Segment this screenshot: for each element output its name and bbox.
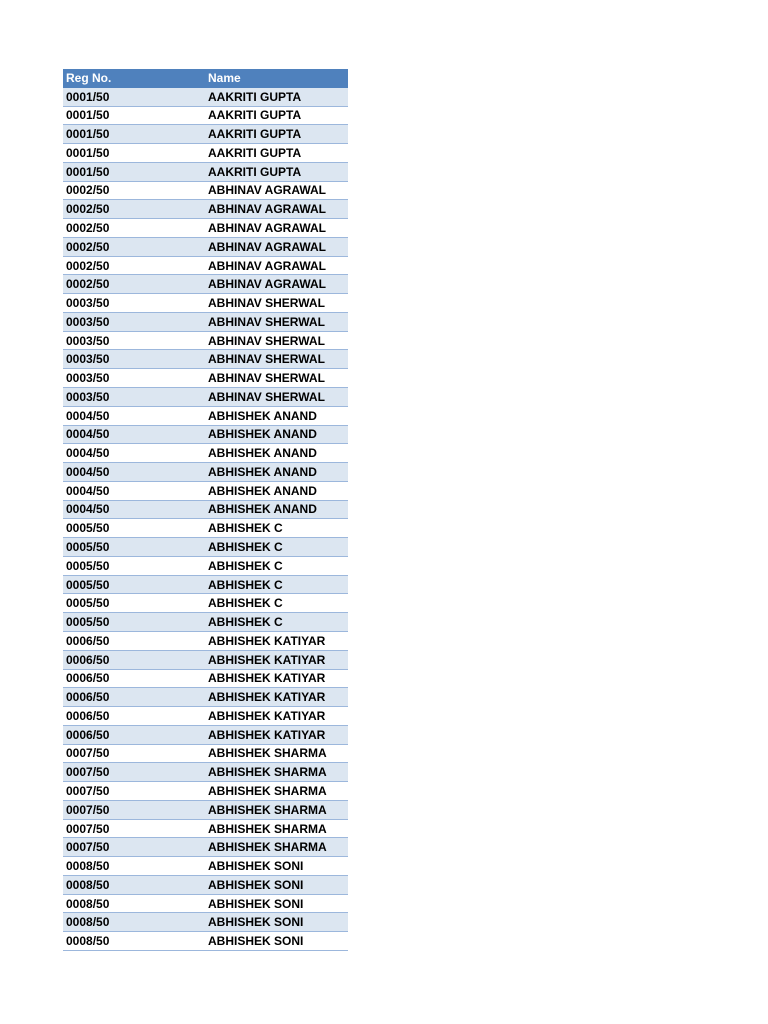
name-cell: ABHISHEK SHARMA	[208, 840, 327, 855]
table-row	[63, 876, 348, 895]
reg-no-cell: 0003/50	[66, 352, 110, 367]
table-row	[63, 913, 348, 932]
name-cell: ABHISHEK SHARMA	[208, 821, 327, 836]
reg-no-cell: 0006/50	[66, 690, 110, 705]
registration-table	[63, 69, 348, 951]
reg-no-cell: 0007/50	[66, 765, 110, 780]
table-row	[63, 857, 348, 876]
reg-no-cell: 0006/50	[66, 652, 110, 667]
table-header-row	[63, 69, 348, 88]
reg-no-cell: 0004/50	[66, 446, 110, 461]
table-row	[63, 88, 348, 107]
name-cell: ABHISHEK C	[208, 596, 283, 611]
name-cell: ABHISHEK SONI	[208, 877, 304, 892]
name-cell: ABHISHEK KATIYAR	[208, 690, 326, 705]
table-row	[63, 332, 348, 351]
reg-no-cell: 0005/50	[66, 540, 110, 555]
reg-no-cell: 0001/50	[66, 127, 110, 142]
reg-no-cell: 0008/50	[66, 896, 110, 911]
name-cell: ABHISHEK SHARMA	[208, 783, 327, 798]
reg-no-cell: 0004/50	[66, 483, 110, 498]
reg-no-cell: 0007/50	[66, 840, 110, 855]
table-row	[63, 594, 348, 613]
reg-no-cell: 0003/50	[66, 314, 110, 329]
reg-no-cell: 0008/50	[66, 934, 110, 949]
table-row	[63, 726, 348, 745]
name-cell: ABHINAV AGRAWAL	[208, 221, 326, 235]
reg-no-cell: 0004/50	[66, 427, 110, 442]
table-row	[63, 745, 348, 764]
name-cell: ABHISHEK ANAND	[208, 408, 317, 423]
name-cell: ABHISHEK SHARMA	[208, 802, 327, 817]
table-row	[63, 782, 348, 801]
reg-no-cell: 0008/50	[66, 859, 110, 874]
table-body	[63, 88, 348, 951]
table-row	[63, 801, 348, 820]
reg-no-cell: 0004/50	[66, 464, 110, 479]
reg-no-cell: 0007/50	[66, 783, 110, 798]
name-cell: ABHISHEK C	[208, 540, 283, 555]
table-row	[63, 482, 348, 501]
name-cell: ABHISHEK SONI	[208, 859, 304, 874]
table-row	[63, 107, 348, 126]
table-row	[63, 200, 348, 219]
table-row	[63, 707, 348, 726]
table-row	[63, 163, 348, 182]
name-cell: ABHISHEK KATIYAR	[208, 727, 326, 742]
table-row	[63, 501, 348, 520]
table-row	[63, 313, 348, 332]
table-row	[63, 557, 348, 576]
reg-no-cell: 0005/50	[66, 615, 110, 630]
name-cell: ABHINAV SHERWAL	[208, 333, 325, 348]
name-cell: ABHINAV SHERWAL	[208, 296, 325, 311]
reg-no-cell: 0006/50	[66, 671, 110, 686]
name-cell: AAKRITI GUPTA	[208, 89, 302, 104]
column-header-reg-no: Reg No.	[66, 70, 112, 85]
name-cell: ABHINAV AGRAWAL	[208, 277, 326, 292]
reg-no-cell: 0001/50	[66, 164, 110, 179]
name-cell: ABHISHEK KATIYAR	[208, 671, 326, 686]
table-row	[63, 257, 348, 276]
table-row	[63, 144, 348, 163]
table-row	[63, 670, 348, 689]
name-cell: ABHISHEK SHARMA	[208, 746, 327, 761]
name-cell: AAKRITI GUPTA	[208, 127, 302, 142]
name-cell: ABHISHEK SONI	[208, 896, 304, 911]
name-cell: ABHINAV AGRAWAL	[208, 258, 326, 273]
reg-no-cell: 0002/50	[66, 221, 110, 235]
table-row	[63, 444, 348, 463]
reg-no-cell: 0001/50	[66, 108, 110, 123]
reg-no-cell: 0007/50	[66, 821, 110, 836]
reg-no-cell: 0003/50	[66, 371, 110, 386]
reg-no-cell: 0008/50	[66, 877, 110, 892]
name-cell: ABHINAV SHERWAL	[208, 371, 325, 386]
table-row	[63, 426, 348, 445]
name-cell: ABHISHEK ANAND	[208, 464, 317, 479]
table-row	[63, 613, 348, 632]
reg-no-cell: 0004/50	[66, 408, 110, 423]
reg-no-cell: 0001/50	[66, 89, 110, 104]
reg-no-cell: 0007/50	[66, 746, 110, 761]
name-cell: ABHINAV SHERWAL	[208, 389, 325, 404]
table-row	[63, 820, 348, 839]
name-cell: ABHISHEK C	[208, 521, 283, 536]
name-cell: ABHISHEK KATIYAR	[208, 652, 326, 667]
name-cell: AAKRITI GUPTA	[208, 145, 302, 160]
table-row	[63, 576, 348, 595]
reg-no-cell: 0005/50	[66, 596, 110, 611]
name-cell: ABHISHEK C	[208, 615, 283, 630]
name-cell: ABHISHEK ANAND	[208, 483, 317, 498]
name-cell: ABHISHEK KATIYAR	[208, 633, 326, 648]
name-cell: ABHINAV SHERWAL	[208, 314, 325, 329]
reg-no-cell: 0005/50	[66, 577, 110, 592]
table-row	[63, 651, 348, 670]
reg-no-cell: 0006/50	[66, 727, 110, 742]
name-cell: ABHISHEK SONI	[208, 915, 304, 930]
reg-no-cell: 0002/50	[66, 183, 110, 198]
name-cell: ABHISHEK SONI	[208, 934, 304, 949]
name-cell: ABHINAV SHERWAL	[208, 352, 325, 367]
name-cell: ABHISHEK SHARMA	[208, 765, 327, 780]
name-cell: ABHISHEK ANAND	[208, 427, 317, 442]
reg-no-cell: 0005/50	[66, 521, 110, 536]
name-cell: ABHISHEK ANAND	[208, 502, 317, 517]
reg-no-cell: 0006/50	[66, 633, 110, 648]
reg-no-cell: 0004/50	[66, 502, 110, 517]
table-row	[63, 125, 348, 144]
name-cell: ABHINAV AGRAWAL	[208, 183, 326, 198]
table-row	[63, 838, 348, 857]
name-cell: ABHINAV AGRAWAL	[208, 239, 326, 254]
table-row	[63, 688, 348, 707]
table-row	[63, 632, 348, 651]
table-row	[63, 294, 348, 313]
name-cell: AAKRITI GUPTA	[208, 164, 302, 179]
reg-no-cell: 0002/50	[66, 202, 110, 217]
name-cell: ABHISHEK KATIYAR	[208, 708, 326, 723]
reg-no-cell: 0008/50	[66, 915, 110, 930]
table-row	[63, 350, 348, 369]
name-cell: ABHISHEK C	[208, 577, 283, 592]
reg-no-cell: 0006/50	[66, 708, 110, 723]
name-cell: ABHISHEK ANAND	[208, 446, 317, 461]
reg-no-cell: 0002/50	[66, 277, 110, 292]
reg-no-cell: 0002/50	[66, 258, 110, 273]
table-row	[63, 463, 348, 482]
table-row	[63, 238, 348, 257]
reg-no-cell: 0003/50	[66, 333, 110, 348]
column-header-name: Name	[208, 70, 241, 85]
table-row	[63, 538, 348, 557]
name-cell: ABHISHEK C	[208, 558, 283, 573]
table-row	[63, 519, 348, 538]
reg-no-cell: 0001/50	[66, 145, 110, 160]
name-cell: ABHINAV AGRAWAL	[208, 202, 326, 217]
table-row	[63, 275, 348, 294]
reg-no-cell: 0007/50	[66, 802, 110, 817]
reg-no-cell: 0005/50	[66, 558, 110, 573]
table-row	[63, 388, 348, 407]
name-cell: AAKRITI GUPTA	[208, 108, 302, 123]
reg-no-cell: 0003/50	[66, 389, 110, 404]
table-row	[63, 407, 348, 426]
table-row	[63, 219, 348, 238]
table-row	[63, 369, 348, 388]
table-row	[63, 895, 348, 914]
reg-no-cell: 0003/50	[66, 296, 110, 311]
reg-no-cell: 0002/50	[66, 239, 110, 254]
table-row	[63, 182, 348, 201]
table-row	[63, 932, 348, 951]
table-row	[63, 763, 348, 782]
